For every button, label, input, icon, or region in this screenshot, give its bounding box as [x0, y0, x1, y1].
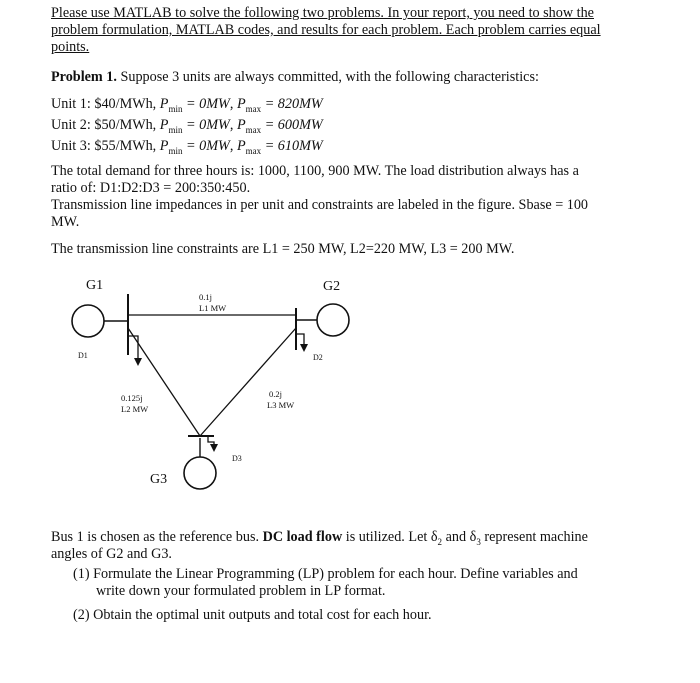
intro-line-1: Please use MATLAB to solve the following two problems. In your report, you need to show the [51, 5, 594, 21]
g2-generator-symbol [317, 304, 349, 336]
l2-name: L2 MW [121, 404, 149, 414]
unit-2-pmax: P [236, 117, 246, 133]
problem-1-heading [51, 69, 539, 86]
unit-3-pmin-sub: min [168, 145, 183, 156]
unit-2-pmin-sub: min [168, 124, 183, 135]
l3-name: L3 MW [267, 400, 295, 410]
network-diagram [0, 270, 700, 500]
delta-2-sub: 2 [437, 536, 443, 547]
unit-1-pmin-sub: min [168, 103, 183, 114]
unit-3-line: Unit 3: $55/MWh, $P_{min} = 0MW$, $P_{max} = 610MW$ [51, 138, 323, 156]
load-d1-arrow [128, 336, 142, 366]
g1-label: G1 [86, 278, 104, 293]
unit-2-pmax-sub: max [245, 124, 262, 135]
bus-statement-line-2: angles of G2 and G3. [51, 546, 172, 562]
demand-line-1: The total demand for three hours is: 1000, 1100, 900 MW. The load distribution always has a [51, 163, 579, 179]
unit-1-label: Unit 1: $40/MWh, [51, 96, 160, 112]
line-constraints: The transmission line constraints are L1 = 250 MW, L2=220 MW, L3 = 200 MW. [51, 241, 515, 257]
l3-impedance: 0.2j [269, 389, 282, 399]
d3-label: D3 [232, 454, 242, 463]
d2-label: D2 [313, 353, 323, 362]
bus-statement-a: Bus 1 is chosen as the reference bus. [51, 529, 263, 545]
unit-1-pmax: P [236, 96, 246, 112]
line-l3 [200, 328, 296, 436]
unit-2-pmin-value: = 0MW [182, 117, 230, 133]
question-2: (2) Obtain the optimal unit outputs and total cost for each hour. [73, 607, 432, 623]
demand-line-2: ratio of: D1:D2:D3 = 200:350:450. [51, 180, 251, 196]
load-d2-arrow [296, 334, 308, 352]
intro-line-2: problem formulation, MATLAB codes, and results for each problem. Each problem carries equal [51, 22, 601, 38]
unit-2-line: Unit 2: $50/MWh, $P_{min} = 0MW$, $P_{max} = 600MW$ [51, 117, 323, 135]
g3-generator-symbol [184, 457, 216, 489]
line-l2 [128, 328, 200, 436]
l1-impedance: 0.1j [199, 292, 212, 302]
intro-line-3: points. [51, 39, 90, 55]
problem-1-intro: Suppose 3 units are always committed, with the following characteristics: [116, 69, 539, 85]
unit-1-line: Unit 1: $40/MWh, $P_{min} = 0MW$, $P_{max} = 820MW$ [51, 96, 323, 114]
d1-label: D1 [78, 351, 88, 360]
g2-label: G2 [323, 279, 341, 294]
unit-2-pmax-value: = 600MW [261, 117, 323, 133]
unit-1-pmax-sub: max [245, 103, 262, 114]
impedance-line-1: Transmission line impedances in per unit and constraints are labeled in the figure. Sbase = 100 [51, 197, 589, 213]
unit-2-label: Unit 2: $50/MWh, [51, 117, 160, 133]
unit-1-pmax-value: = 820MW [261, 96, 323, 112]
l2-impedance: 0.125j [121, 393, 143, 403]
g1-generator-symbol [72, 305, 104, 337]
unit-1-pmin-value: = 0MW [182, 96, 230, 112]
unit-3-pmax-value: = 610MW [261, 138, 323, 154]
unit-3-pmin: P [159, 138, 169, 154]
bus-statement-d: represent machine [480, 529, 588, 545]
bus-statement-c: and δ [442, 529, 477, 545]
delta-3-sub: 3 [476, 536, 481, 547]
unit-3-pmax: P [236, 138, 246, 154]
bus-statement-b: is utilized. Let δ [342, 529, 438, 545]
l1-name: L1 MW [199, 303, 227, 313]
impedance-line-2: MW. [51, 214, 80, 230]
g3-label: G3 [150, 472, 168, 487]
unit-3-label: Unit 3: $55/MWh, [51, 138, 160, 154]
unit-3-pmax-sub: max [245, 145, 262, 156]
problem-1-title: Problem 1. [51, 69, 117, 85]
unit-3-pmin-value: = 0MW [182, 138, 230, 154]
load-d3-arrow [208, 436, 218, 452]
question-1-line-2: write down your formulated problem in LP format. [96, 583, 386, 599]
question-1-line-1: (1) Formulate the Linear Programming (LP) problem for each hour. Define variables and [73, 566, 578, 582]
unit-1-pmin: P [159, 96, 169, 112]
dc-load-flow: DC load flow [262, 529, 343, 545]
unit-2-pmin: P [159, 117, 169, 133]
